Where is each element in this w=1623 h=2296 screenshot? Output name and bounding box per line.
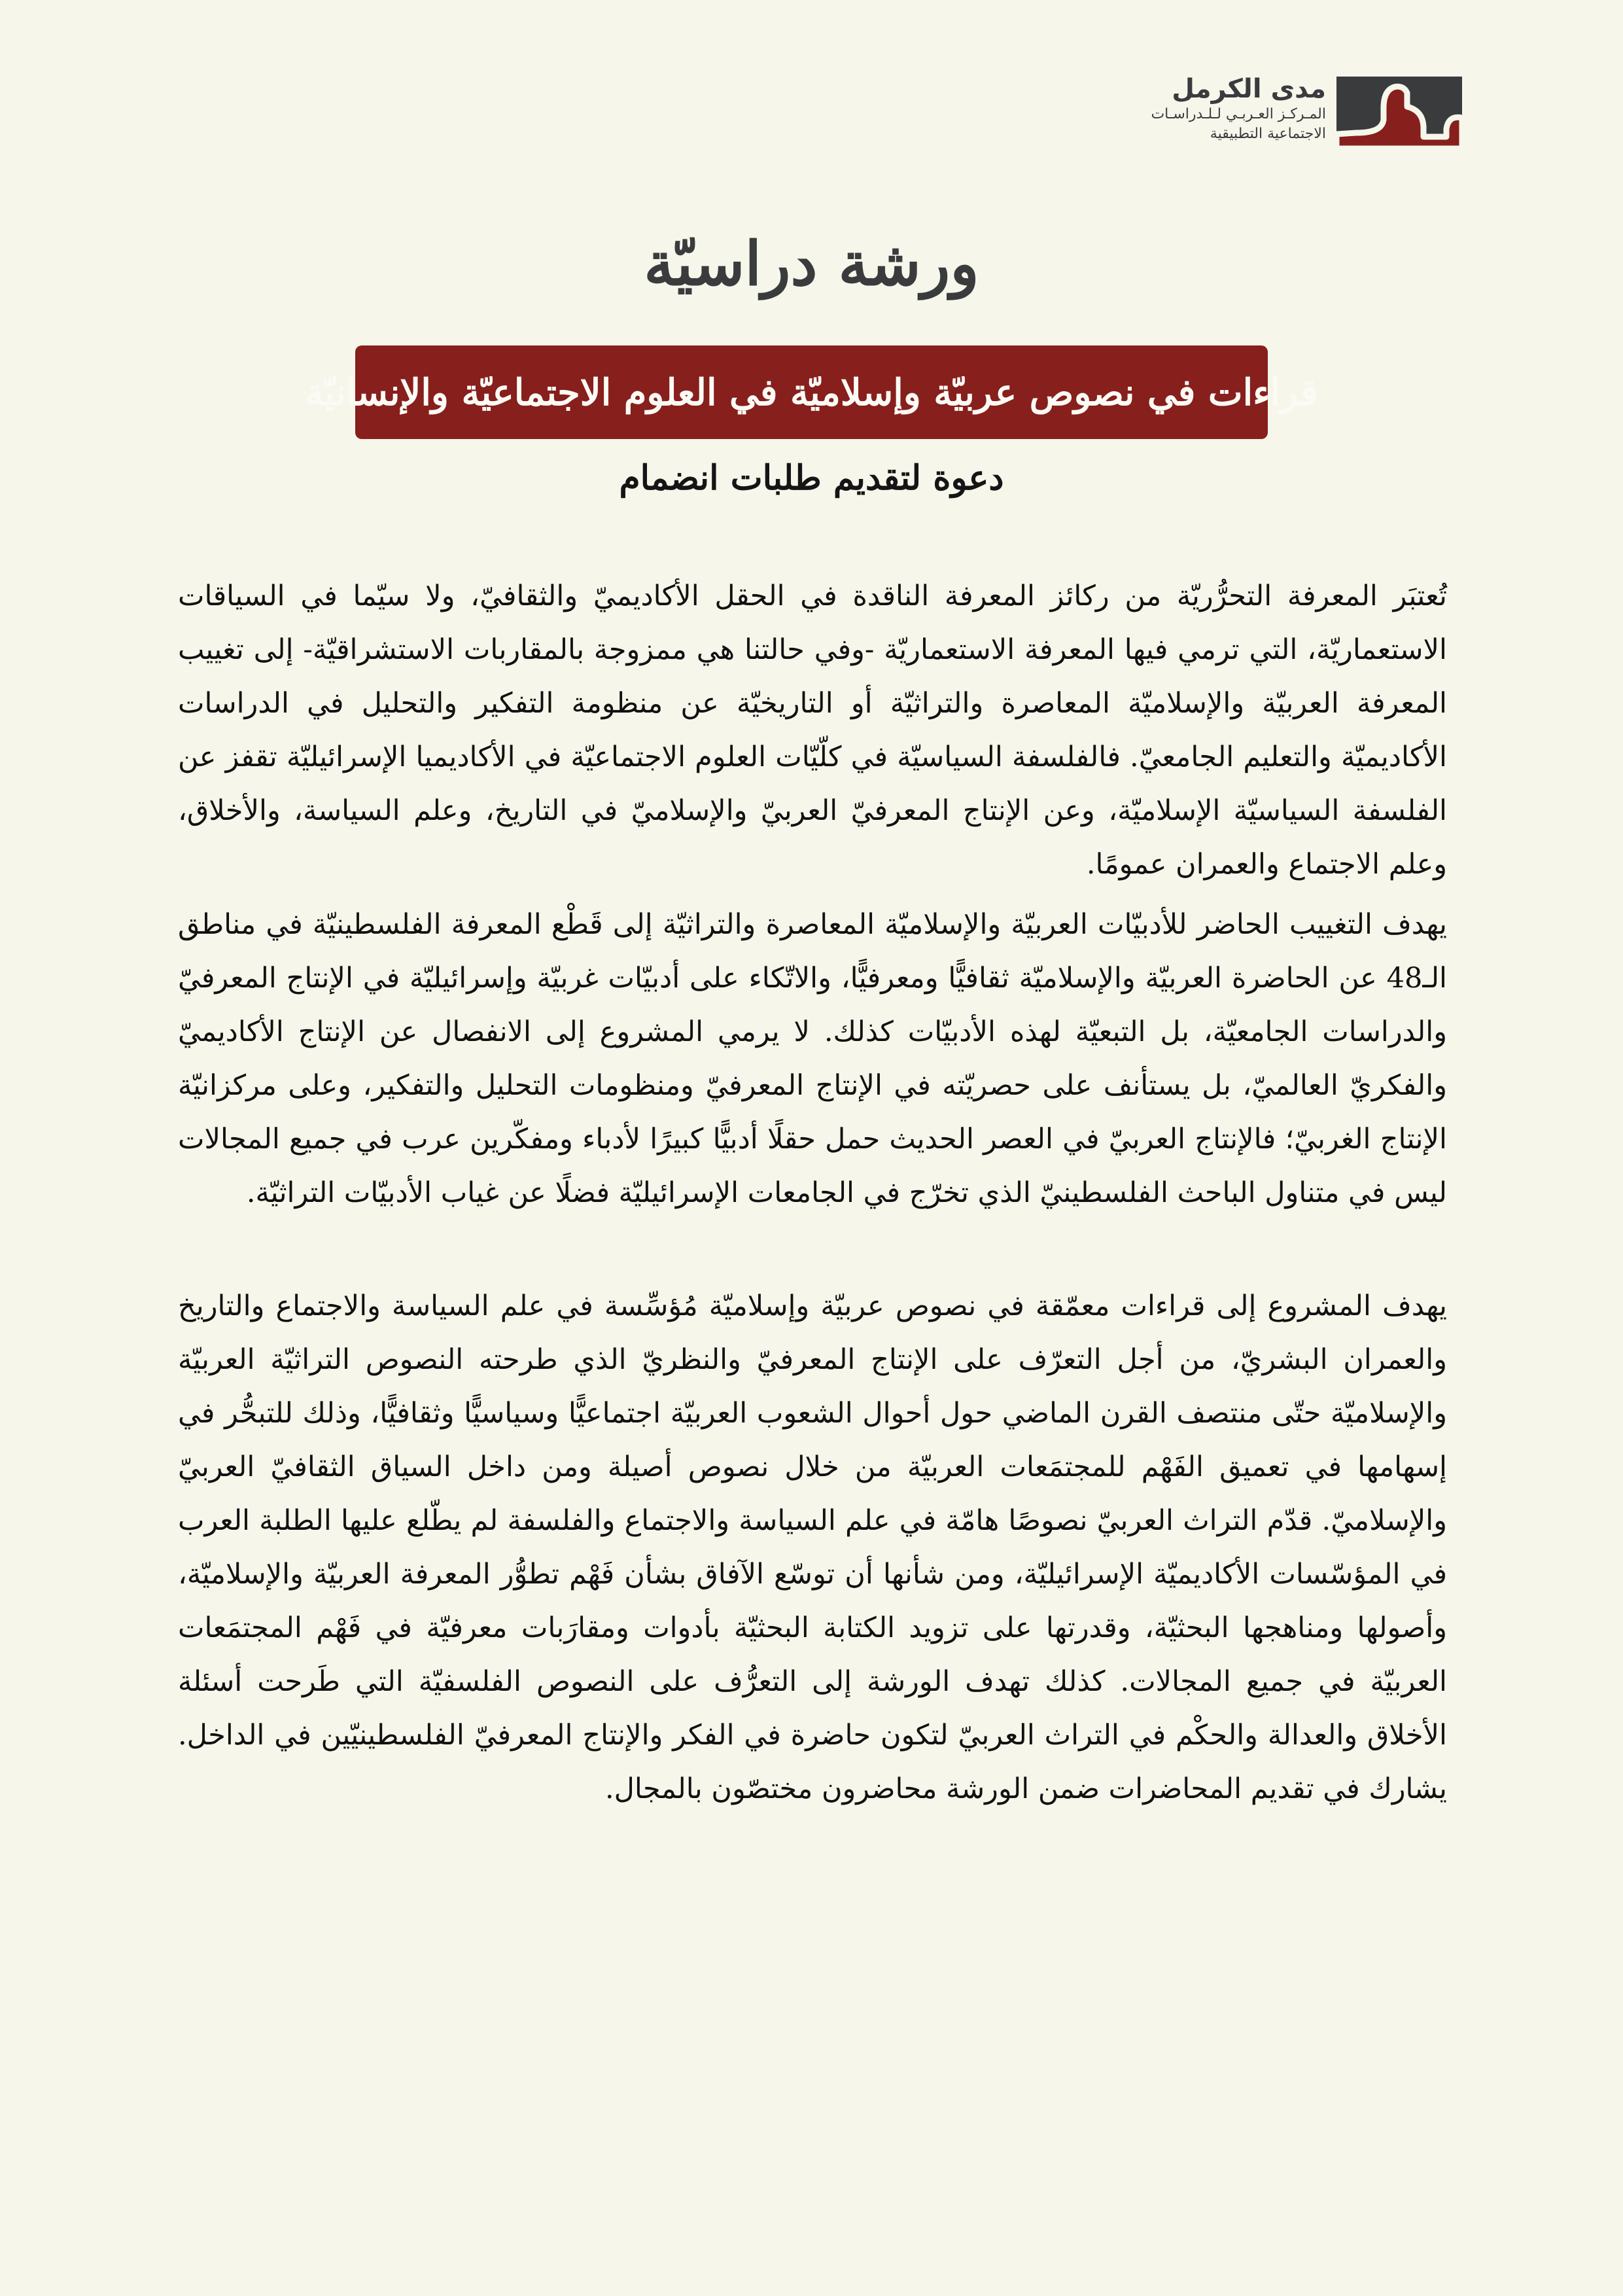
body-paragraph-1: تُعتبَر المعرفة التحرُّريّة من ركائز المعرفة الناقدة في الحقل الأكاديميّ والثقافيّ، ولا سيّما في السياقات الاستعماريّة، التي ترمي فيها المعرفة الاستعماريّة -وفي حالتنا هي ممزوجة بالمقاربات الاستشراقيّة- إلى تغييب المعرفة العربيّة والإسلاميّة المعاصرة والتراثيّة أو التاريخيّة عن منظومة التفكير والتحليل في الدراسات الأكاديميّة والتعليم الجامعيّ. فالفلسفة السياسيّة في كلّيّات العلوم الاجتماعيّة في الأكاديميا الإسرائيليّة تقفز عن الفلسفة السياسيّة الإسلاميّة، وعن الإنتاج المعرفيّ العربيّ والإسلاميّ في التاريخ، وعلم السياسة، والأخلاق، وعلم الاجتماع والعمران عمومًا. [178, 580, 1447, 881]
workshop-topic-banner [305, 345, 1318, 439]
body-paragraph-3: يهدف المشروع إلى قراءات معمّقة في نصوص عربيّة وإسلاميّة مُؤسِّسة في علم السياسة والاجتماع والتاريخ والعمران البشريّ، من أجل التعرّف على الإنتاج المعرفيّ والنظريّ الذي طرحته النصوص التراثيّة العربيّة والإسلاميّة حتّى منتصف القرن الماضي حول أحوال الشعوب العربيّة اجتماعيًّا وسياسيًّا وثقافيًّا، وذلك للتبحُّر في إسهامها في تعميق الفَهْم للمجتمَعات العربيّة من خلال نصوص أصيلة ومن داخل السياق الثقافيّ العربيّ والإسلاميّ. قدّم التراث العربيّ نصوصًا هامّة في علم السياسة والاجتماع والفلسفة لم يطّلع عليها الطلبة العرب في المؤسّسات الأكاديميّة الإسرائيليّة، ومن شأنها أن توسّع الآفاق بشأن فَهْم تطوُّر المعرفة العربيّة والإسلاميّة، وأصولها ومناهجها البحثيّة، وقدرتها على تزويد الكتابة البحثيّة بأدوات ومقارَبات معرفيّة في فَهْم المجتمَعات العربيّة في جميع المجالات. كذلك تهدف الورشة إلى التعرُّف على النصوص الفلسفيّة التي طَرحت أسئلة الأخلاق والعدالة والحكْم في التراث العربيّ لتكون حاضرة في الفكر والإنتاج المعرفيّ الفلسطينيّين في الداخل. يشارك في تقديم المحاضرات ضمن الورشة محاضرون مختصّون بالمجال. [178, 1290, 1447, 1805]
logo-mark-icon [1336, 77, 1462, 149]
logo-subtitle-line-2: الاجتماعية التطبيقية [1210, 126, 1326, 142]
organization-logo [1106, 73, 1462, 152]
logo-text [1104, 73, 1326, 141]
logo-subtitle-line-1: المـركـز العـربـي لـلـدراسـات [1151, 106, 1326, 122]
call-for-applications-heading: دعوة لتقديم طلبات انضمام [619, 458, 1004, 498]
page-title: ورشة دراسيّة [644, 228, 979, 299]
logo-name: مدى الكرمل [1172, 74, 1326, 104]
workshop-topic: قراءات في نصوص عربيّة وإسلاميّة في العلوم الاجتماعيّة والإنسانيّة [305, 370, 1318, 414]
body-paragraph-2: يهدف التغييب الحاضر للأدبيّات العربيّة والإسلاميّة المعاصرة والتراثيّة إلى قَطْع المعرفة الفلسطينيّة في مناطق الـ48 عن الحاضرة العربيّة والإسلاميّة ثقافيًّا ومعرفيًّا، والاتّكاء على أدبيّات غربيّة وإسرائيليّة في الإنتاج المعرفيّ والدراسات الجامعيّة، بل التبعيّة لهذه الأدبيّات كذلك. لا يرمي المشروع إلى الانفصال عن الإنتاج الأكاديميّ والفكريّ العالميّ، بل يستأنف على حصريّته في الإنتاج المعرفيّ ومنظومات التحليل والتفكير، وعلى مركزانيّة الإنتاج الغربيّ؛ فالإنتاج العربيّ في العصر الحديث حمل حقلًا أدبيًّا كبيرًا لأدباء ومفكّرين عرب في جميع المجالات ليس في متناول الباحث الفلسطينيّ الذي تخرّج في الجامعات الإسرائيليّة فضلًا عن غياب الأدبيّات التراثيّة. [178, 908, 1447, 1209]
